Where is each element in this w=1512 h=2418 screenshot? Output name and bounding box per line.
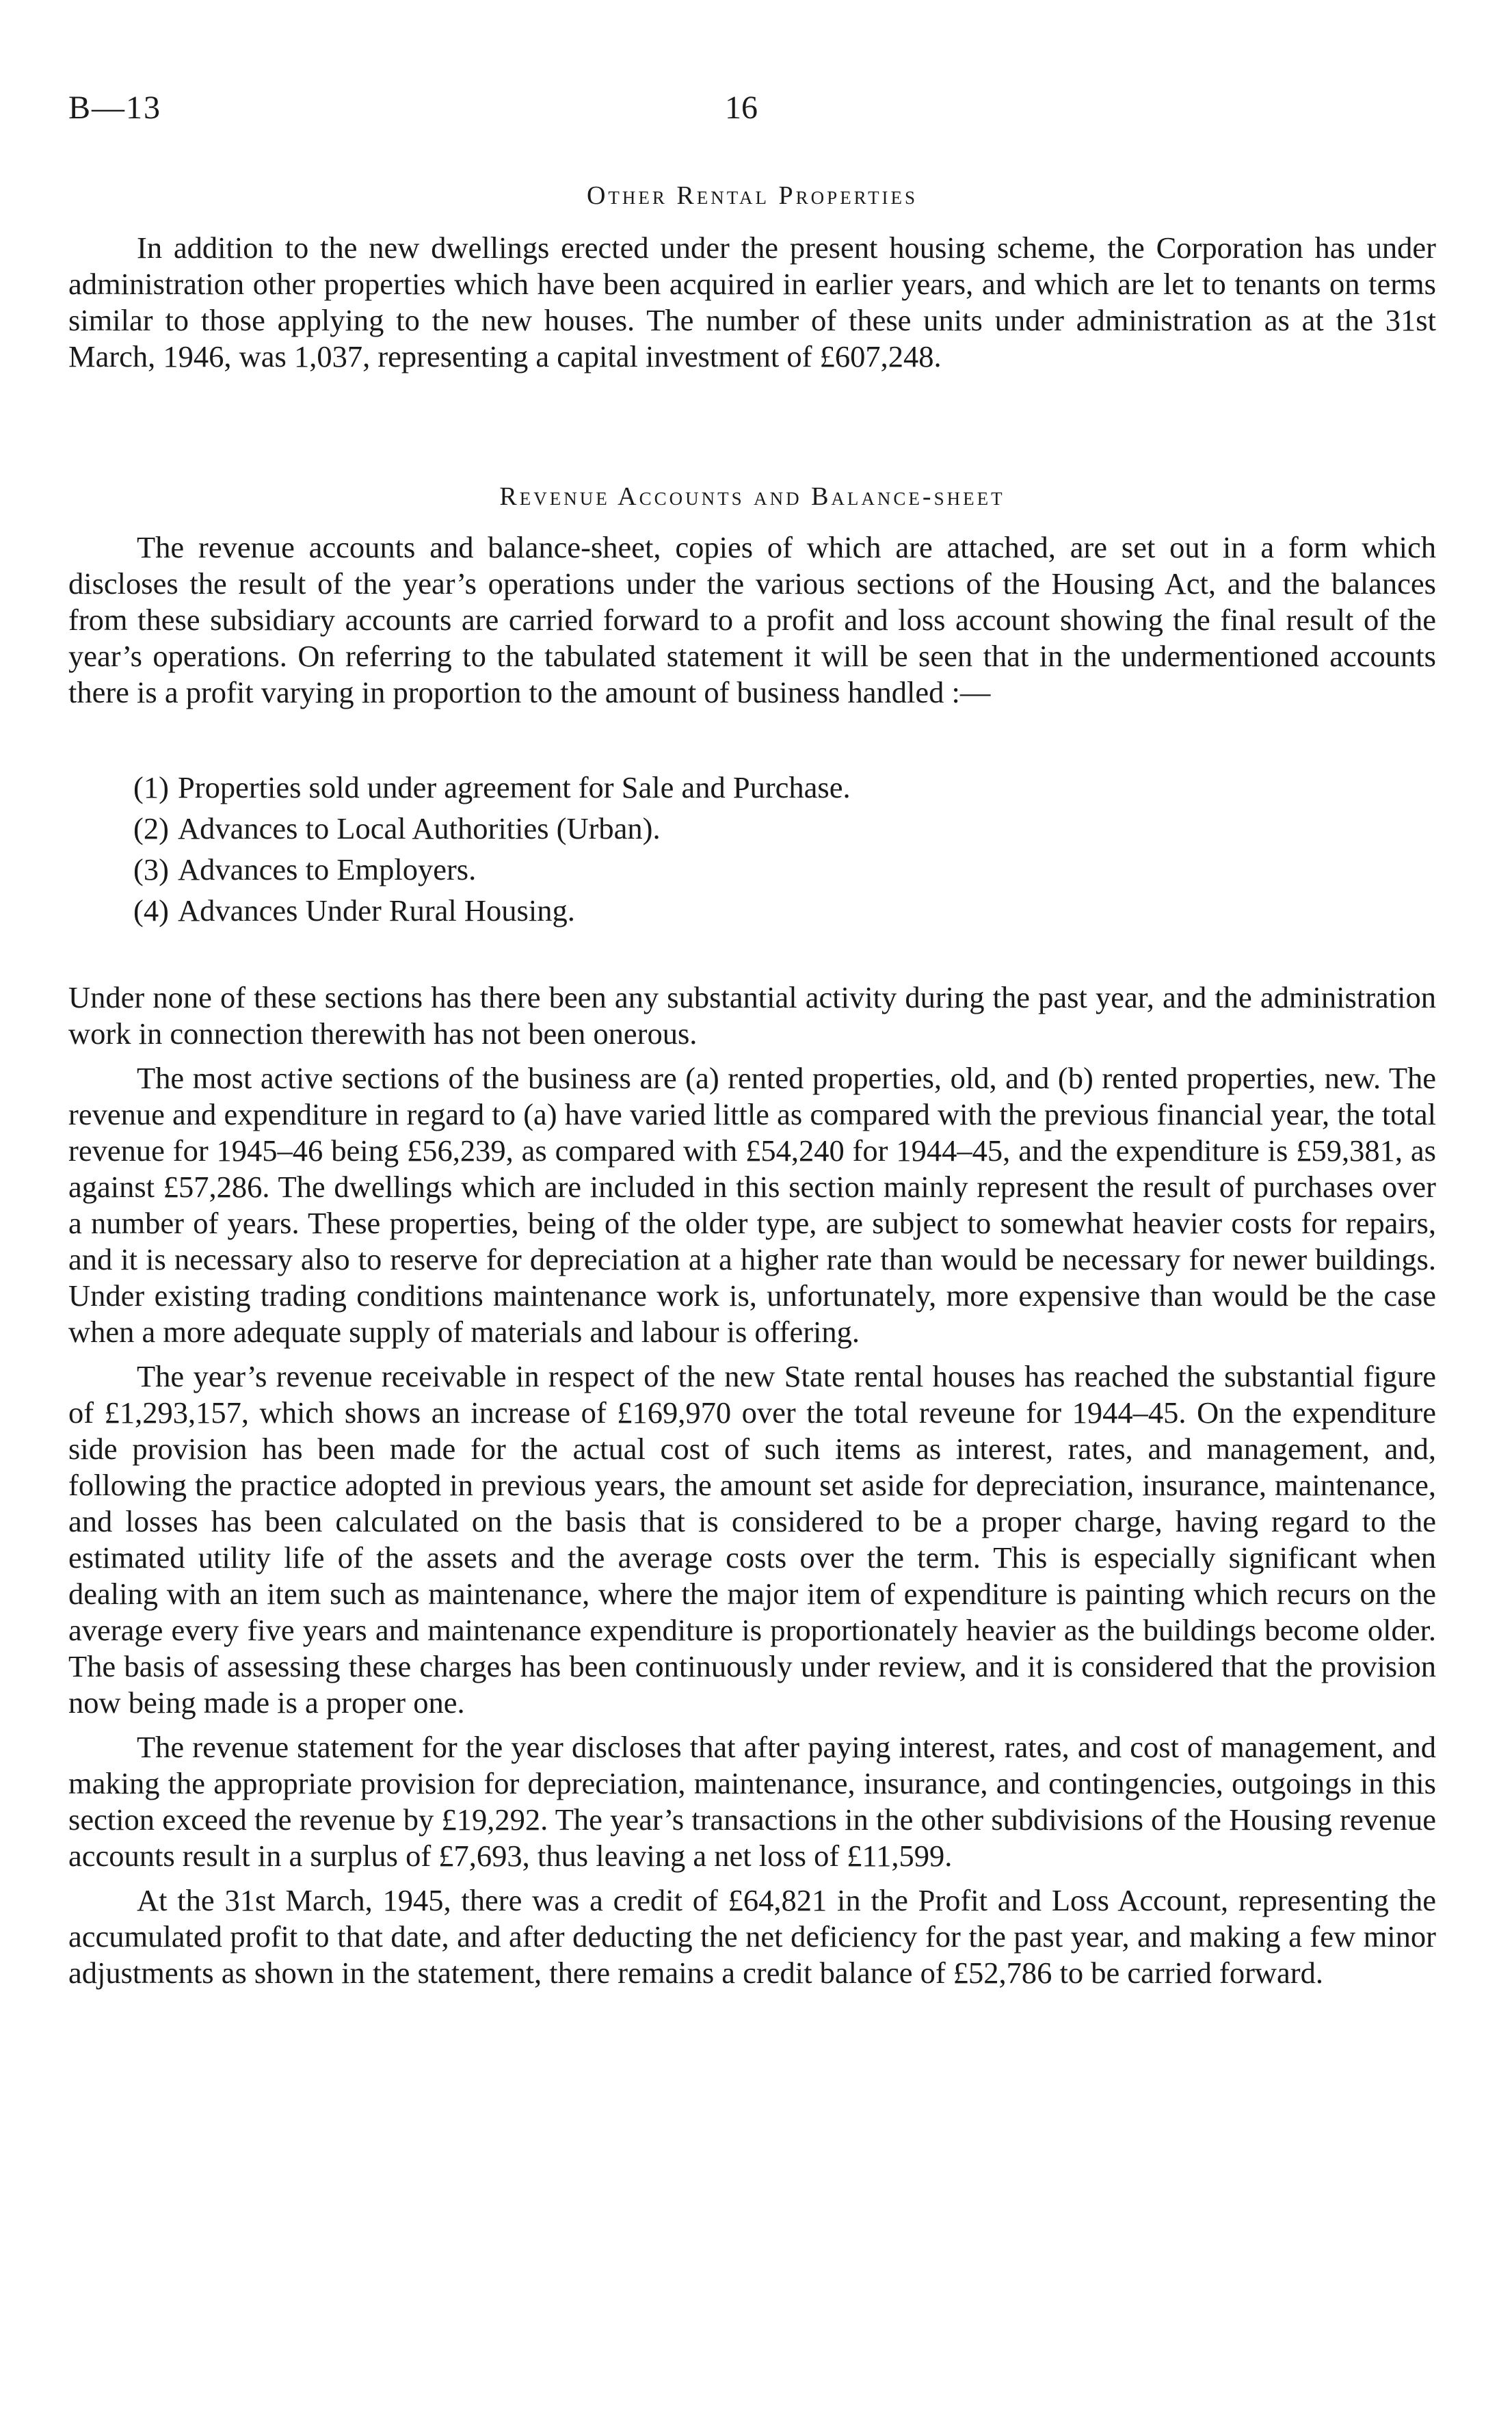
- report-reference: B—13: [68, 90, 162, 126]
- page-number: 16: [725, 90, 758, 126]
- paragraph: In addition to the new dwellings erected under the present housing scheme, the Corporation has under administration other properties which have been acquired in earlier years, and which are let to tenants on terms similar to those applying to the new houses. The number of these units under administration as at the 31st March, 1946, was 1,037, representing a capital investment of £607,248.: [68, 231, 1436, 373]
- list-item: [133, 770, 1433, 811]
- list-number: (4): [133, 893, 169, 928]
- list-text: Properties sold under agreement for Sale and Purchase.: [178, 770, 851, 804]
- section-revenue-body: [68, 980, 1436, 1991]
- accounts-list: [133, 770, 1433, 934]
- section-revenue-intro: [68, 529, 1436, 711]
- paragraph: Under none of these sections has there been any substantial activity during the past year, and the administration work in connection therewith has not been onerous.: [68, 980, 1436, 1051]
- list-text: Advances Under Rural Housing.: [178, 893, 575, 928]
- list-item: [133, 852, 1433, 893]
- list-item: [133, 893, 1433, 934]
- paragraph: The revenue statement for the year discloses that after paying interest, rates, and cost of management, and making the appropriate provision for depreciation, maintenance, insurance, and contingencies, outgoings in this section exceed the revenue by £19,292. The year’s transactions in the other subdivisions of the Housing revenue accounts result in a surplus of £7,693, thus leaving a net loss of £11,599.: [68, 1730, 1436, 1873]
- section-heading-revenue-accounts: Revenue Accounts and Balance-sheet: [499, 482, 1005, 511]
- paragraph: The most active sections of the business are (a) rented properties, old, and (b) rented properties, new. The revenue and expenditure in regard to (a) have varied little as compared with the previous financial year, the total revenue for 1945–46 being £56,239, as compared with £54,240 for 1944–45, and the expenditure is £59,381, as against £57,286. The dwellings which are included in this section mainly represent the result of purchases over a number of years. These properties, being of the older type, are subject to somewhat heavier costs for repairs, and it is necessary also to reserve for depreciation at a higher rate than would be necessary for newer buildings. Under existing trading conditions maintenance work is, unfortunately, more expensive than would be the case when a more adequate supply of materials and labour is offering.: [68, 1061, 1436, 1349]
- list-number: (1): [133, 770, 169, 804]
- paragraph: The revenue accounts and balance-sheet, copies of which are attached, are set out in a form which discloses the result of the year’s operations under the various sections of the Housing Act, and the balances from these subsidiary accounts are carried forward to a profit and loss account showing the final result of the year’s operations. On referring to the tabulated statement it will be seen that in the undermentioned accounts there is a profit varying in proportion to the amount of business handled :—: [68, 530, 1436, 709]
- section-heading-other-rental: Other Rental Properties: [586, 181, 918, 210]
- list-number: (3): [133, 852, 169, 886]
- paragraph: At the 31st March, 1945, there was a credit of £64,821 in the Profit and Loss Account, representing the accumulated profit to that date, and after deducting the net deficiency for the past year, and making a few minor adjustments as shown in the statement, there remains a credit balance of £52,786 to be carried forward.: [68, 1883, 1436, 1990]
- list-text: Advances to Local Authorities (Urban).: [178, 811, 661, 845]
- list-text: Advances to Employers.: [178, 852, 477, 886]
- paragraph: The year’s revenue receivable in respect of the new State rental houses has reached the substantial figure of £1,293,157, which shows an increase of £169,970 over the total reveune for 1944–45. On the expenditure side provision has been made for the actual cost of such items as interest, rates, and management, and, following the practice adopted in previous years, the amount set aside for depreciation, insurance, maintenance, and losses has been calculated on the basis that is considered to be a proper charge, having regard to the estimated utility life of the assets and the average costs over the term. This is especially significant when dealing with an item such as maintenance, where the major item of expenditure is painting which recurs on the average every five years and maintenance expenditure is proportionately heavier as the buildings become older. The basis of assessing these charges has been continuously under review, and it is considered that the provision now being made is a proper one.: [68, 1359, 1436, 1720]
- list-number: (2): [133, 811, 169, 845]
- section-other-rental-body: [68, 230, 1436, 375]
- list-item: [133, 811, 1433, 852]
